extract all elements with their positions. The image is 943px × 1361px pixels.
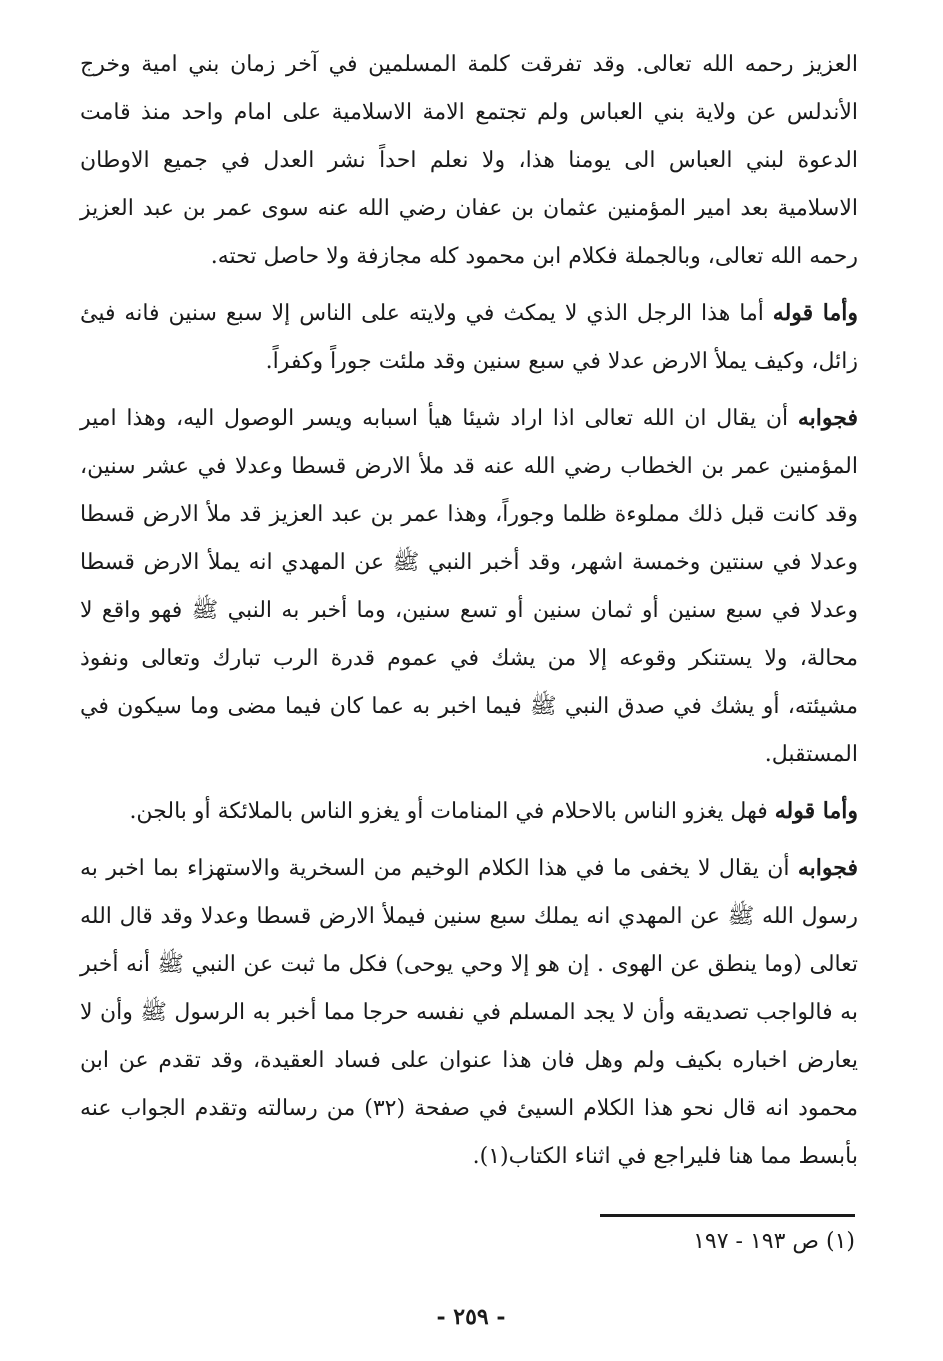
paragraph-text: أن يقال ان الله تعالى اذا اراد شيئا هيأ اسبابه ويسر الوصول اليه، وهذا امير المؤمنين عمر بن الخطاب رضي الله عنه قد ملأ الارض قسطا وعدلا في عشر سنين، وقد كانت قبل ذلك مملوءة ظلما وجوراً، وهذا عمر بن عبد العزيز قد ملأ الارض قسطا وعدلا في سنتين وخمسة اشهر، وقد أخبر النبي ﷺ عن المهدي انه يملأ الارض قسطا وعدلا في سبع سنين أو ثمان سنين أو تسع سنين، وما أخبر به النبي ﷺ فهو واقع لا محالة، ولا يستنكر وقوعه إلا من يشك في عموم قدرة الرب تبارك وتعالى ونفوذ مشيئته، أو يشك في صدق النبي ﷺ فيما اخبر به عما كان فيما مضى وما سيكون في المستقبل. — [80, 406, 858, 767]
paragraph-4 — [80, 787, 858, 836]
footnote-divider — [600, 1214, 855, 1217]
paragraph-lead: وأما قوله — [772, 300, 858, 326]
paragraph-5 — [80, 844, 858, 1181]
paragraph-lead: فجوابه — [797, 855, 858, 881]
paragraph-1 — [80, 40, 858, 281]
paragraph-text: أن يقال لا يخفى ما في هذا الكلام الوخيم من السخرية والاستهزاء بما اخبر به رسول الله ﷺ عن المهدي انه يملك سبع سنين فيملأ الارض قسطا وعدلا وقد قال الله تعالى (وما ينطق عن الهوى . إن هو إلا وحي يوحى) فكل ما ثبت عن النبي ﷺ أنه أخبر به فالواجب تصديقه وأن لا يجد المسلم في نفسه حرجا مما أخبر به الرسول ﷺ وأن لا يعارض اخباره بكيف ولم وهل فان هذا عنوان على فساد العقيدة، وقد تقدم عن ابن محمود انه قال نحو هذا الكلام السيئ في صفحة (٣٢) من رسالته وتقدم الجواب عنه بأبسط مما هنا فليراجع في اثناء الكتاب(١). — [80, 856, 858, 1169]
main-text — [80, 40, 858, 1181]
paragraph-lead: فجوابه — [797, 405, 858, 431]
paragraph-2 — [80, 289, 858, 386]
paragraph-3 — [80, 394, 858, 779]
paragraph-text: العزيز رحمه الله تعالى. وقد تفرقت كلمة المسلمين في آخر زمان بني امية وخرج الأندلس عن ولاية بني العباس ولم تجتمع الامة الاسلامية على امام واحد منذ قامت الدعوة لبني العباس الى يومنا هذا، ولا نعلم احداً نشر العدل في جميع الاوطان الاسلامية بعد امير المؤمنين عثمان بن عفان رضي الله عنه سوى عمر بن عبد العزيز رحمه الله تعالى، وبالجملة فكلام ابن محمود كله مجازفة ولا حاصل تحته. — [80, 52, 858, 269]
paragraph-text: فهل يغزو الناس بالاحلام في المنامات أو يغزو الناس بالملائكة أو بالجن. — [129, 799, 775, 824]
footnote: (١) ص ١٩٣ - ١٩٧ — [693, 1229, 855, 1254]
page-number: - ٢٥٩ - — [436, 1304, 506, 1330]
paragraph-lead: وأما قوله — [774, 798, 858, 824]
paragraph-text: أما هذا الرجل الذي لا يمكث في ولايته على الناس إلا سبع سنين فانه فيئ زائل، وكيف يملأ الارض عدلا في سبع سنين وقد ملئت جوراً وكفراً. — [80, 301, 858, 374]
